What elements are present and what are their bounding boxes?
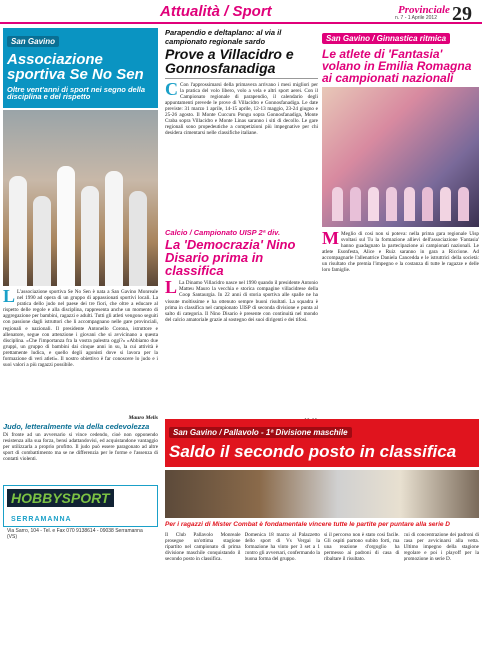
- article-text: La Dinamo Villacidro nasce nel 1990 quando il presidente Antonio Matteu Mauro la vecchia e storica compagine villacidrese della Coop Santaurgia. In 22 anni di storia sportiva alle spalle ne ha vissute moltissime e ha ottenuto sempre buoni risultati. La squadra è prima in classifica nel campionato UISP di seconda divisione e punta al salto di categoria. Il Nino Disario è presente con continuità nel mondo del calcio amatoriale grazie al sostegno dei suoi dirigenti e dei tifosi.: [165, 280, 318, 323]
- gymnastics-photo: [322, 87, 479, 227]
- athlete-figure: [332, 187, 343, 221]
- article-title: Le atlete di 'Fantasia' volano in Emilia Romagna ai campionati nazionali: [322, 47, 472, 86]
- column-left: [3, 28, 158, 540]
- judo-header-box: [3, 28, 158, 108]
- article-body-col: Domenica 18 marzo al Palazzetto dello sport di Vs Vergai la formazione ha vinto per 3 set a 1 contro gli avversari, confermando la buona forma del gruppo.: [244, 532, 320, 563]
- article-subtitle: Oltre vent'anni di sport nei segno della disciplina e del rispetto: [7, 84, 146, 102]
- judoka-figure: [57, 166, 75, 286]
- ad-city: SERRAMANNA: [11, 515, 72, 523]
- column-right: [322, 28, 479, 381]
- subarticle-body: Di fronte ad un avversario si vince cedendo, cioè non opponendo resistenza alla sua forza, bensì adattandovisi, ed acquistandone vantaggio per utilizzarla a proprio profitto. Il judo può essere paragonato ad altre sport di combattimento ma se ne differenzia per le forme e l'assenza di contatti violenti.: [3, 431, 158, 463]
- athlete-figure: [422, 187, 433, 221]
- volleyball-header-box: [165, 419, 479, 467]
- athlete-figure: [368, 187, 379, 221]
- article-text: Con l'approssimarsi della primavera arrivano i mesi migliori per la pratica del volo libero, volo a vela e altri sport aerei. Con il Campionato regionale di parapendio, il calendario degli appuntamenti prevede le prove di Villacidro e Gonnosfanadiga. Le date previste: 31 marzo 1 aprile, 14-15 aprile, 12-13 maggio, 23-24 giugno e 25-26 agosto. Il Monte Cuccuru Pongu sopra Gonnosfanadiga, Monte Craba sopra Villacidro e Monte Linas saranno i siti di decollo. Le gare regionali sono propedeutiche a competizioni più impegnative per chi desidera cimentarsi nelle classifiche italiane.: [165, 81, 318, 137]
- section-title: Attualità / Sport: [160, 3, 272, 20]
- athlete-figure: [386, 187, 397, 221]
- article-title: Associazione sportiva Se No Sen: [7, 51, 144, 84]
- drop-cap: M: [322, 230, 339, 248]
- article-text: Meglio di così non si poteva: nella prima gara regionale Uisp svoltasi sul Tu la formazione allievi dell'associazione 'Fantasia' hanno guadagnato la partecipazione ai campionati nazionali. Le atlete Esonfesta, Alice e Ruiz saranno in gara a Riccione. Ad accompagnarle l'allenatrice Daniela Cancedda e le istruttrici della società: un risultato che premia l'impegno e la costanza di tutte le ragazze e delle loro famiglie.: [322, 230, 479, 274]
- volleyball-photo: [165, 470, 479, 518]
- article-body-col: sì il percorso non è stato così facile. Gli ospiti partono subito forti, ma una reazione d'orgoglio ha permesso ai padroni di casa di ribaltare il risultato.: [324, 532, 400, 563]
- judoka-figure: [9, 176, 27, 286]
- article-kicker: Calcio / Campionato UISP 2ª div.: [165, 227, 281, 237]
- section-tag: San Gavino / Pallavolo - 1ª Divisione maschile: [169, 427, 352, 438]
- column-center: [165, 28, 318, 424]
- athlete-figure: [440, 187, 451, 221]
- drop-cap: L: [3, 289, 16, 306]
- judo-photo: [3, 110, 158, 286]
- paper-logo: Provinciale: [398, 4, 450, 16]
- article-body: [3, 289, 158, 415]
- issue-date: n. 7 - 1 Aprile 2012: [395, 15, 437, 21]
- article-text: L'associazione sportiva Se No Sen è nata a San Gavino Monreale nel 1990 ad opera di un gruppo di appassionati sportivi locali. La pratica dello judo nel paese dei tre fiori, che oltre a educare al rispetto delle regole e alla disciplina, rappresenta anche un momento di aggregazione per bambini, ragazzi e adulti. Tutti gli atleti vengono seguiti con passione dagli istruttori che li accompagnano nelle gare provinciali, regionali e nazionali. Il presidente Antonello Corona, istruttore e allenatore, segue con attenzione i giovani che si avvicinano a questa disciplina. «Che l'importanza fra la vostra palestra oggi?» «Abbiamo due gruppi, un gruppo di bambini dai cinque anni in su, la cui attività è prettamente ludica, e quello degli agonisti dove si lavora per la formazione di veri atleti». Il nostro obiettivo è far conoscere lo judo e i suoi valori a più ragazzi possibile.: [3, 289, 158, 369]
- judoka-figure: [81, 186, 99, 286]
- advertisement: [3, 485, 158, 540]
- article-title: La 'Democrazia' Nino Disario prima in classifica: [165, 236, 296, 279]
- athlete-figure: [404, 187, 415, 221]
- article-title: Prove a Villacidro e Gonnosfanadiga: [165, 47, 318, 79]
- article-body: [322, 231, 479, 381]
- athlete-figure: [458, 187, 469, 221]
- volleyball-article: [165, 419, 479, 632]
- ad-brand: HOBBYSPORT: [7, 489, 114, 507]
- article-kicker: Parapendio e deltaplano: al via il campionato regionale sardo: [165, 28, 282, 46]
- drop-cap: L: [165, 280, 178, 298]
- judoka-figure: [129, 191, 147, 286]
- athlete-figure: [350, 187, 361, 221]
- subarticle-title: Judo, letteralmente via della cedevolezza: [3, 422, 150, 431]
- judoka-figure: [33, 196, 51, 286]
- section-tag: San Gavino: [7, 36, 59, 47]
- article-body-col: cui di concentrazione dei padroni di casa per avvicinarsi alla vetta. Ultimo impegno della stagione regolare e poi i playoff per la promozione in serie D.: [403, 532, 479, 563]
- page-number: 29: [452, 3, 472, 25]
- article-body-col: Il Club Pallavolo Monreale prosegue un'ottima stagione ripartito nel campionato di prima divisione maschile conquistando il secondo posto in classifica.: [165, 532, 241, 563]
- article-columns: [165, 532, 479, 632]
- article-title: Saldo il secondo posto in classifica: [169, 442, 457, 461]
- article-body: [165, 82, 318, 222]
- section-tag: San Gavino / Ginnastica ritmica: [322, 33, 450, 44]
- article-body: [165, 280, 318, 418]
- article-subtitle: Per i ragazzi di Mister Combat è fondamentale vincere tutte le partite per puntare alla serie D: [165, 521, 451, 528]
- author: Mauro Melis: [128, 415, 158, 421]
- ad-address: Via Sarro, 104 - Tel. e Fax 070 9138614 - 09038 Serramanna (VS): [7, 527, 143, 540]
- judoka-figure: [105, 171, 123, 286]
- drop-cap: C: [165, 81, 178, 99]
